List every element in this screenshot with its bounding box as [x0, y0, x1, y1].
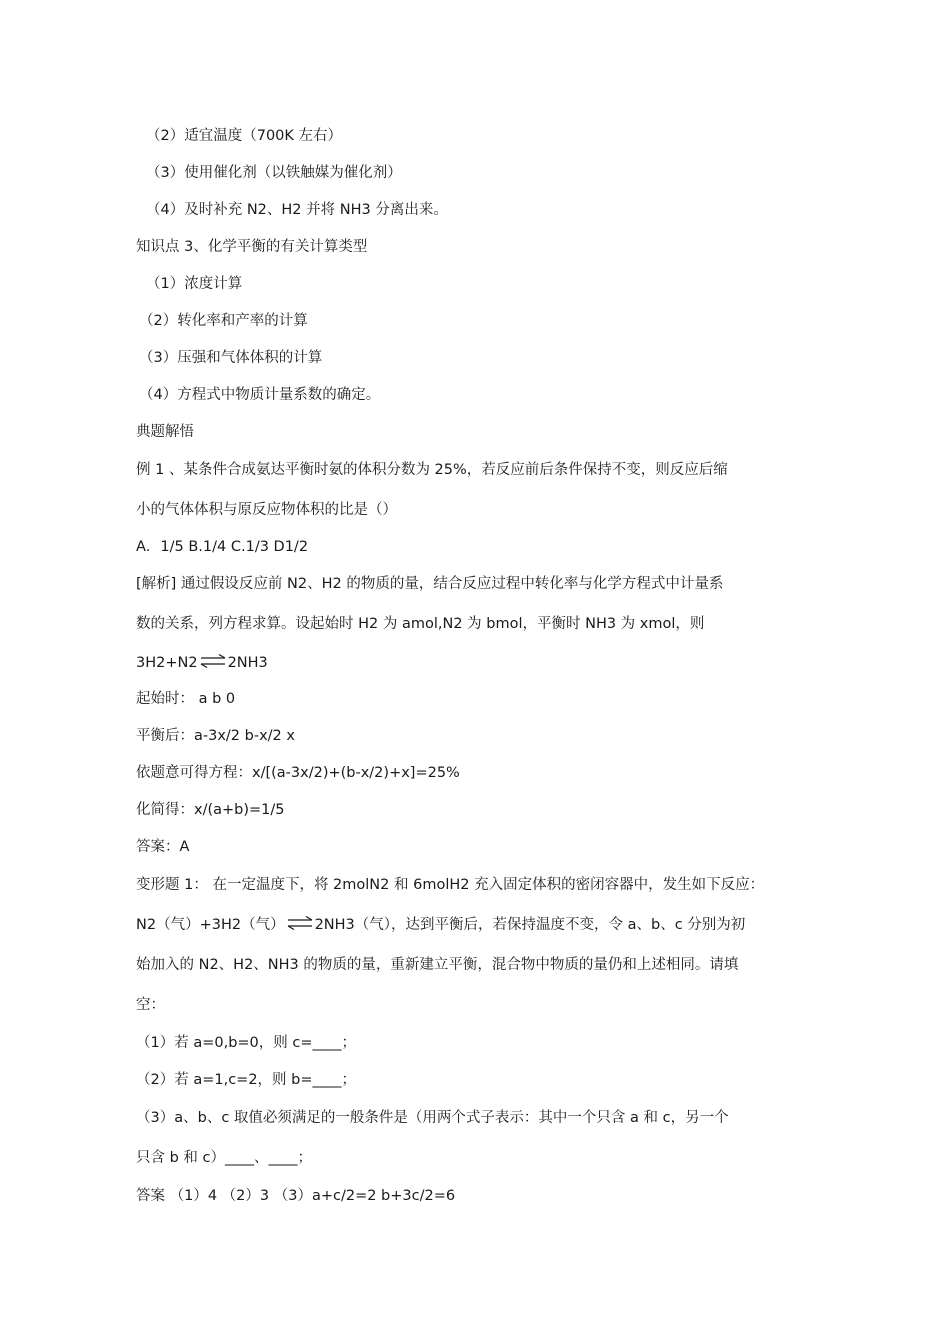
text-line: 平衡后：a-3x/2 b-x/2 x — [136, 728, 295, 744]
text-line: 数的关系，列方程求算。设起始时 H2 为 amol,N2 为 bmol，平衡时 NH3 为 xmol，则 — [136, 616, 705, 632]
text-line: 化简得：x/(a+b)=1/5 — [136, 802, 285, 818]
answer-line: 答案 （1）4 （2）3 （3）a+c/2=2 b+3c/2=6 — [136, 1188, 456, 1204]
text-line: 起始时： a b 0 — [136, 691, 236, 707]
text-line: 例 1 、某条件合成氨达平衡时氨的体积分数为 25%，若反应前后条件保持不变，则反应后缩 — [136, 462, 728, 478]
equilibrium-arrow-icon — [287, 916, 313, 930]
equation-line — [136, 653, 268, 673]
equilibrium-arrow-icon — [200, 654, 226, 668]
section-heading: 知识点 3、化学平衡的有关计算类型 — [136, 239, 368, 255]
text-line: （4）方程式中物质计量系数的确定。 — [139, 387, 381, 403]
text-line: 只含 b 和 c）____、____； — [136, 1150, 313, 1166]
answer-line: 答案：A — [136, 839, 190, 855]
text-line: 始加入的 N2、H2、NH3 的物质的量，重新建立平衡，混合物中物质的量仍和上述相同。请填 — [136, 957, 739, 973]
answer-options: A．1/5 B.1/4 C.1/3 D1/2 — [136, 539, 309, 555]
equation-reactants: 3H2+N2 — [136, 655, 198, 671]
equation-products: 2NH3 — [227, 655, 268, 671]
text-line: [解析] 通过假设反应前 N2、H2 的物质的量，结合反应过程中转化率与化学方程式中计量系 — [136, 576, 724, 592]
text-line: （2）转化率和产率的计算 — [139, 313, 308, 329]
equation-reactants: N2（气）+3H2（气） — [136, 917, 285, 933]
text-line: （1）浓度计算 — [146, 276, 243, 292]
text-line: （2）适宜温度（700K 左右） — [146, 128, 343, 144]
section-heading: 典题解悟 — [136, 424, 194, 440]
text-line: （3）压强和气体体积的计算 — [139, 350, 323, 366]
text-line: （4）及时补充 N2、H2 并将 NH3 分离出来。 — [146, 202, 448, 218]
text-line: （1）若 a=0,b=0，则 c=____； — [136, 1035, 357, 1051]
equation-continuation: 2NH3（气），达到平衡后，若保持温度不变，令 a、b、c 分别为初 — [314, 917, 746, 933]
equation-line — [136, 915, 745, 935]
text-line: 依题意可得方程：x/[(a-3x/2)+(b-x/2)+x]=25% — [136, 765, 460, 781]
text-line: （2）若 a=1,c=2，则 b=____； — [136, 1072, 357, 1088]
text-line: （3）a、b、c 取值必须满足的一般条件是（用两个式子表示：其中一个只含 a 和 c，另一个 — [136, 1110, 729, 1126]
text-line: 小的气体体积与原反应物体积的比是（） — [136, 502, 397, 518]
text-line: 变形题 1： 在一定温度下，将 2molN2 和 6molH2 充入固定体积的密闭容器中，发生如下反应： — [136, 877, 765, 893]
text-line: （3）使用催化剂（以铁触媒为催化剂） — [146, 165, 402, 181]
text-line: 空： — [136, 997, 165, 1013]
